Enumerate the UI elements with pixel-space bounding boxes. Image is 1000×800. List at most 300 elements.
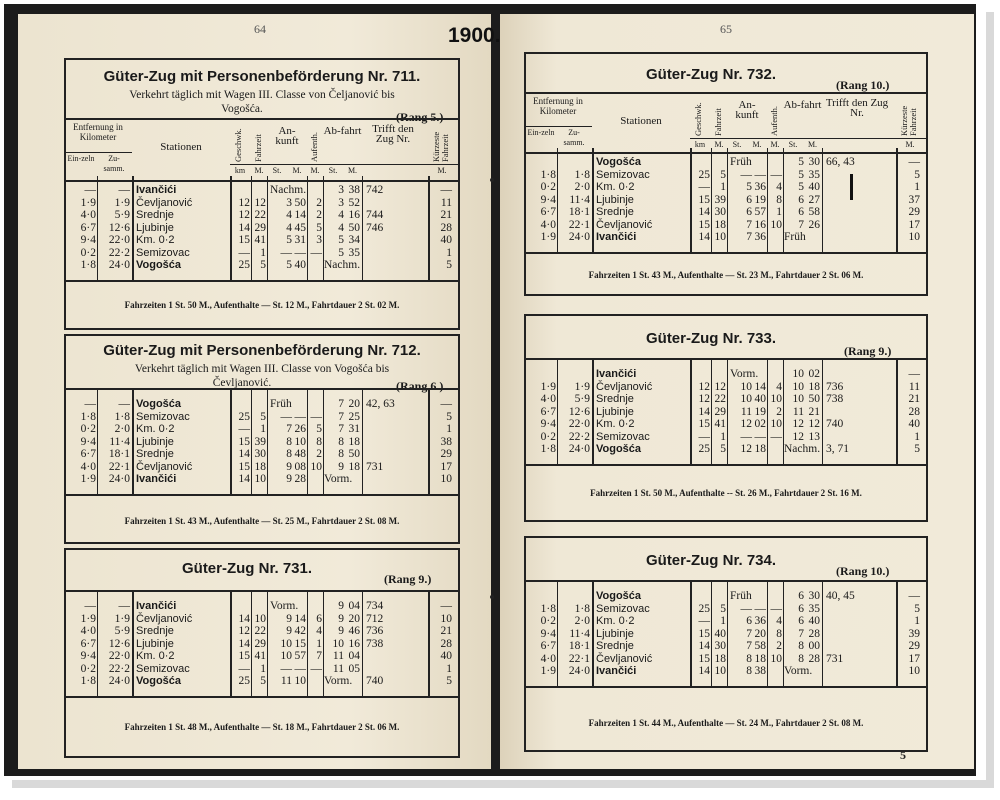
cell-b2: 30 [808, 590, 820, 602]
cell-z: 18·1 [568, 206, 590, 218]
cell-a2: 31 [294, 234, 306, 246]
cell-g: 14 [238, 448, 250, 460]
table-row [66, 613, 458, 626]
cell-b1: 3 [338, 184, 344, 196]
header-fahrzeit: Fahrzeit [713, 108, 723, 136]
header-st: St. [272, 166, 282, 175]
cell-t: 734 [366, 600, 384, 612]
cell-t: 742 [366, 184, 384, 196]
cell-s: Vogošća [596, 156, 642, 168]
timetable-rows [66, 398, 458, 486]
page-number-bottom: 5 [900, 748, 906, 762]
cell-k: 17 [908, 218, 920, 231]
rule [66, 388, 458, 390]
cell-z: — [118, 398, 130, 410]
cell-k: 1 [446, 246, 452, 259]
cell-k: 5 [446, 675, 452, 687]
cell-s: Vogošća [596, 443, 642, 455]
header-einzeln: Ein-zeln [67, 154, 95, 163]
cell-b2: 21 [808, 405, 820, 418]
cell-e: 4·0 [80, 460, 96, 473]
cell-a2: 02 [754, 418, 766, 430]
table-row [526, 431, 926, 444]
cell-f: 22 [254, 209, 266, 221]
cell-f: 39 [714, 193, 726, 206]
cell-f: 12 [714, 380, 726, 393]
cell-b1: 3 [338, 196, 344, 209]
table-row [66, 600, 458, 613]
cell-b2: 58 [808, 206, 820, 218]
cell-s: Srednje [136, 209, 174, 221]
cell-a1: 6 [746, 615, 752, 627]
cell-k: — [440, 398, 452, 410]
cell-s: Semizovac [136, 662, 190, 675]
cell-a1: 8 [286, 448, 292, 460]
cell-s: Vogošća [596, 590, 642, 602]
cell-e: 1·8 [540, 443, 556, 455]
cell-k: 5 [446, 410, 452, 423]
cell-b1: 6 [798, 590, 804, 602]
cell-z: 1·8 [574, 602, 590, 615]
cell-f: 40 [714, 627, 726, 640]
timetable-rows [526, 156, 926, 244]
header-fahrzeit: Fahrzeit [253, 134, 263, 162]
cell-g: 14 [698, 405, 710, 418]
cell-b1: 9 [338, 460, 344, 473]
cell-k: — [908, 156, 920, 168]
cell-a1: Nachm. [270, 184, 307, 196]
cell-au: 7 [316, 650, 322, 662]
train-title: Güter-Zug Nr. 734. [645, 552, 777, 569]
cell-au: 10 [770, 418, 782, 430]
cell-e: 4·0 [80, 209, 96, 221]
cell-z: 1·8 [574, 168, 590, 181]
cell-a1: — [280, 662, 292, 675]
table-row [66, 663, 458, 676]
cell-f: 41 [714, 418, 726, 430]
cell-s: Semizovac [596, 168, 650, 181]
cell-t: 740 [826, 418, 844, 430]
cell-e: 1·9 [80, 196, 96, 209]
cell-e: 1·8 [540, 602, 556, 615]
cell-b2: 04 [348, 650, 360, 662]
cell-g: 15 [238, 650, 250, 662]
cell-e: 0·2 [80, 662, 96, 675]
cell-k: 40 [440, 650, 452, 662]
cell-g: — [698, 615, 710, 627]
cell-b1: 6 [798, 615, 804, 627]
cell-b1: 9 [338, 600, 344, 612]
header-m: M. [807, 140, 818, 149]
cell-s: Ivančići [136, 184, 177, 196]
cell-e: 6·7 [540, 206, 556, 218]
rule [66, 494, 458, 496]
timetable-block [524, 52, 928, 296]
cell-b2: 40 [808, 615, 820, 627]
cell-a2: 10 [294, 675, 306, 687]
cell-b1: Früh [784, 231, 806, 243]
cell-s: Km. 0·2 [596, 615, 635, 627]
timetable-block [64, 58, 460, 330]
cell-z: 11·4 [109, 435, 130, 448]
cell-e: 0·2 [80, 246, 96, 259]
cell-a1: 10 [280, 650, 292, 662]
cell-f: 5 [720, 602, 726, 615]
cell-e: 9·4 [540, 193, 556, 206]
cell-g: 25 [698, 602, 710, 615]
train-destination: Vogošća. [221, 103, 263, 115]
cell-k: 40 [908, 418, 920, 430]
cell-z: 22·1 [108, 460, 130, 473]
cell-a1: Vorm. [730, 368, 759, 380]
cell-a2: 58 [754, 640, 766, 652]
cell-b1: Nachm. [324, 259, 361, 271]
cell-a1: — [280, 246, 292, 259]
table-row [66, 197, 458, 210]
cell-k: 10 [440, 612, 452, 625]
cell-b2: 35 [808, 602, 820, 615]
train-title: Güter-Zug mit Personenbeförderung Nr. 712. [103, 342, 421, 359]
cell-a2: — [294, 246, 306, 259]
cell-z: 2·0 [114, 423, 130, 435]
cell-b1: 10 [792, 393, 804, 405]
timetable-block [64, 548, 460, 758]
cell-e: 0·2 [540, 430, 556, 443]
cell-z: 22·2 [568, 430, 590, 443]
cell-g: 15 [698, 193, 710, 206]
cell-z: 1·9 [574, 380, 590, 393]
binding-stitch [490, 178, 494, 182]
cell-e: 6·7 [540, 640, 556, 652]
cell-s: Srednje [596, 206, 634, 218]
cell-t: 740 [366, 675, 384, 687]
cell-a1: 10 [740, 393, 752, 405]
cell-g: 25 [698, 168, 710, 181]
cell-e: 1·9 [540, 665, 556, 677]
header-m: M. [752, 140, 762, 149]
cell-a1: — [740, 168, 752, 181]
cell-g: 25 [238, 675, 250, 687]
cell-f: 1 [260, 423, 266, 435]
cell-a1: Früh [730, 156, 752, 168]
cell-a2: 26 [294, 423, 306, 435]
cell-z: 11·4 [569, 627, 590, 640]
cell-k: 21 [440, 625, 452, 637]
cell-a2: 10 [294, 435, 306, 448]
cell-b1: 10 [332, 637, 344, 650]
cell-au: — [310, 662, 322, 675]
header-abfahrt: Ab-fahrt [323, 125, 362, 137]
table-row [526, 443, 926, 456]
cell-s: Srednje [136, 448, 174, 460]
cell-e: 1·8 [540, 168, 556, 181]
cell-au: 4 [776, 615, 782, 627]
table-row [526, 603, 926, 616]
cell-b2: 52 [348, 196, 360, 209]
cell-e: — [84, 398, 96, 410]
cell-k: — [908, 590, 920, 602]
cell-b1: 9 [338, 625, 344, 637]
cell-a2: — [294, 410, 306, 423]
cell-k: 5 [914, 443, 920, 455]
cell-a1: 9 [286, 473, 292, 485]
cell-b2: 40 [808, 181, 820, 193]
cell-b2: 35 [808, 168, 820, 181]
cell-s: Čevljanović [596, 218, 653, 231]
cell-f: 1 [260, 662, 266, 675]
table-row [66, 423, 458, 436]
cell-z: 24·0 [568, 443, 590, 455]
cell-a2: 36 [754, 181, 766, 193]
cell-s: Semizovac [136, 410, 190, 423]
cell-au: 8 [776, 193, 782, 206]
cell-g: 14 [238, 637, 250, 650]
cell-f: 10 [254, 473, 266, 485]
cell-b2: 46 [348, 625, 360, 637]
cell-e: 4·0 [540, 218, 556, 231]
table-row [66, 436, 458, 449]
right-page [500, 14, 974, 769]
cell-f: 10 [714, 665, 726, 677]
cell-e: 4·0 [540, 652, 556, 665]
cell-e: 9·4 [80, 650, 96, 662]
cell-b2: 16 [348, 209, 360, 221]
rang-label: (Rang 9.) [844, 344, 892, 358]
cell-z: 2·0 [574, 181, 590, 193]
cell-f: 1 [260, 246, 266, 259]
cell-a1: Früh [730, 590, 752, 602]
cell-z: — [118, 184, 130, 196]
cell-k: 21 [440, 209, 452, 221]
cell-b1: 6 [798, 193, 804, 206]
cell-a1: 8 [286, 435, 292, 448]
cell-f: 29 [714, 405, 726, 418]
cell-b2: 50 [348, 448, 360, 460]
cell-t: 744 [366, 209, 384, 221]
cell-b1: Vorm. [784, 665, 813, 677]
cell-b2: 38 [348, 184, 360, 196]
header-stationen: Stationen [620, 115, 662, 127]
cell-b2: 35 [348, 246, 360, 259]
table-row [526, 194, 926, 207]
table-row [526, 590, 926, 603]
cell-s: Km. 0·2 [596, 418, 635, 430]
cell-a2: 36 [754, 231, 766, 243]
cell-a2: 14 [294, 612, 306, 625]
cell-f: 10 [714, 231, 726, 243]
cell-a2: 36 [754, 615, 766, 627]
timetable-footer: Fahrzeiten 1 St. 43 M., Aufenthalte — St. 25 M., Fahrtdauer 2 St. 08 M. [124, 516, 400, 526]
cell-g: 25 [238, 410, 250, 423]
table-row [526, 665, 926, 678]
cell-a2: 40 [294, 259, 306, 271]
cell-z: 1·8 [114, 410, 130, 423]
cell-k: 39 [908, 627, 920, 640]
cell-f: 29 [254, 637, 266, 650]
cell-t: 42, 63 [366, 398, 395, 410]
cell-z: 24·0 [568, 665, 590, 677]
rule [66, 280, 458, 282]
cell-a1: 3 [286, 196, 292, 209]
table-row [526, 615, 926, 628]
cell-au: 10 [770, 652, 782, 665]
cell-f: 12 [254, 196, 266, 209]
table-row [66, 411, 458, 424]
cell-z: 1·9 [114, 196, 130, 209]
cell-g: 12 [698, 393, 710, 405]
cell-a1: 10 [280, 637, 292, 650]
cell-a1: 8 [746, 665, 752, 677]
header-zusamm: Zu-samm. [563, 128, 585, 147]
cell-z: 22·0 [108, 650, 130, 662]
cell-b1: 11 [332, 650, 344, 662]
rule [526, 464, 926, 466]
header-entfernung: Entfernung in Kilometer [533, 96, 583, 116]
timetable-rows [526, 368, 926, 456]
rule [526, 580, 926, 582]
cell-s: Ivančići [596, 665, 637, 677]
cell-b2: 04 [348, 600, 360, 612]
cell-t: 40, 45 [826, 590, 855, 602]
cell-a2: 19 [754, 405, 766, 418]
cell-au: 10 [770, 218, 782, 231]
cell-a1: — [280, 410, 292, 423]
cell-z: 12·6 [108, 221, 130, 234]
cell-a2: 20 [754, 627, 766, 640]
cell-e: 1·8 [80, 410, 96, 423]
cell-b1: 5 [338, 246, 344, 259]
table-row [66, 461, 458, 474]
page-number-left: 64 [254, 22, 266, 36]
cell-e: 1·9 [540, 380, 556, 393]
cell-a2: — [754, 602, 766, 615]
cell-b2: 25 [348, 410, 360, 423]
cell-a2: 08 [294, 460, 306, 473]
cell-b2: 28 [808, 627, 820, 640]
table-row [526, 653, 926, 666]
timetable-block [64, 334, 460, 544]
table-row [66, 247, 458, 260]
cell-a2: 42 [294, 625, 306, 637]
header-m: M. [437, 166, 447, 175]
cell-s: Čevljanović [596, 380, 653, 393]
cell-au: 8 [316, 435, 322, 448]
cell-g: 12 [238, 209, 250, 221]
rule [66, 696, 458, 698]
cell-a2: 38 [754, 665, 766, 677]
cell-b1: 5 [798, 168, 804, 181]
cell-f: 22 [714, 393, 726, 405]
cell-a1: 11 [280, 675, 292, 687]
cell-au: — [310, 246, 322, 259]
header-geschwindigkeit: Geschwk. [233, 128, 243, 162]
cell-a1: 9 [286, 612, 292, 625]
header-m: M. [770, 140, 780, 149]
rang-label: (Rang 10.) [836, 564, 890, 578]
cell-s: Ljubinje [136, 221, 174, 234]
cell-g: 14 [698, 640, 710, 652]
cell-g: — [698, 181, 710, 193]
cell-z: — [118, 600, 130, 612]
train-service-note: Verkehrt täglich mit Wagen III. Classe von Vogošća bis [134, 363, 390, 375]
cell-f: 30 [714, 640, 726, 652]
table-row [66, 638, 458, 651]
cell-b2: 18 [348, 460, 360, 473]
header-einzeln: Ein-zeln [527, 128, 555, 137]
cell-g: 12 [238, 625, 250, 637]
cell-a2: 48 [294, 448, 306, 460]
cell-k: 11 [440, 196, 452, 209]
cell-s: Srednje [136, 625, 174, 637]
cell-k: 21 [908, 393, 920, 405]
cell-a2: 16 [754, 218, 766, 231]
rang-label: (Rang 6.) [396, 379, 444, 393]
cell-a1: 5 [746, 181, 752, 193]
header-km: km [694, 140, 706, 149]
cell-t: 746 [366, 221, 384, 234]
cell-b2: 18 [348, 435, 360, 448]
header-ankunft: An-kunft [275, 125, 299, 147]
table-row [526, 231, 926, 244]
cell-a2: 40 [754, 393, 766, 405]
cell-z: 12·6 [108, 637, 130, 650]
cell-b1: 6 [798, 602, 804, 615]
cell-a2: 19 [754, 193, 766, 206]
cell-s: Km. 0·2 [136, 423, 175, 435]
cell-s: Ivančići [136, 473, 177, 485]
cell-g: 25 [698, 443, 710, 455]
cell-f: 30 [254, 448, 266, 460]
cell-au: 5 [316, 423, 322, 435]
cell-a1: 9 [286, 460, 292, 473]
cell-a1: 6 [746, 193, 752, 206]
cell-a2: — [754, 168, 766, 181]
cell-t: 738 [366, 637, 384, 650]
page-shadow-right [986, 12, 994, 782]
train-title: Güter-Zug Nr. 733. [645, 330, 777, 347]
cell-a2: — [754, 430, 766, 443]
header-kurzeste-fahrzeit: Kürzeste Fahrzeit [899, 105, 918, 136]
cell-g: — [698, 430, 710, 443]
cell-s: Ljubinje [596, 627, 634, 640]
cell-au: 2 [316, 448, 322, 460]
table-row [66, 650, 458, 663]
cell-t: 3, 71 [826, 443, 849, 455]
cell-au: 4 [776, 181, 782, 193]
cell-au: — [770, 168, 782, 181]
cell-b1: 7 [338, 410, 344, 423]
cell-z: 22·1 [568, 218, 590, 231]
cell-k: 10 [440, 473, 452, 485]
cell-au: 3 [316, 234, 322, 246]
cell-g: 14 [698, 206, 710, 218]
cell-s: Semizovac [596, 430, 650, 443]
table-row [66, 259, 458, 272]
table-row [526, 206, 926, 219]
cell-g: 15 [238, 460, 250, 473]
cell-g: — [238, 423, 250, 435]
cell-b1: 7 [338, 398, 344, 410]
cell-g: 14 [698, 665, 710, 677]
cell-a1: 5 [286, 259, 292, 271]
header-m: M. [292, 166, 302, 175]
cell-e: 0·2 [540, 181, 556, 193]
cell-e: 1·8 [80, 259, 96, 271]
rang-label: (Rang 5.) [396, 110, 444, 124]
cell-b1: 8 [798, 652, 804, 665]
cell-g: 12 [698, 380, 710, 393]
table-row [526, 418, 926, 431]
